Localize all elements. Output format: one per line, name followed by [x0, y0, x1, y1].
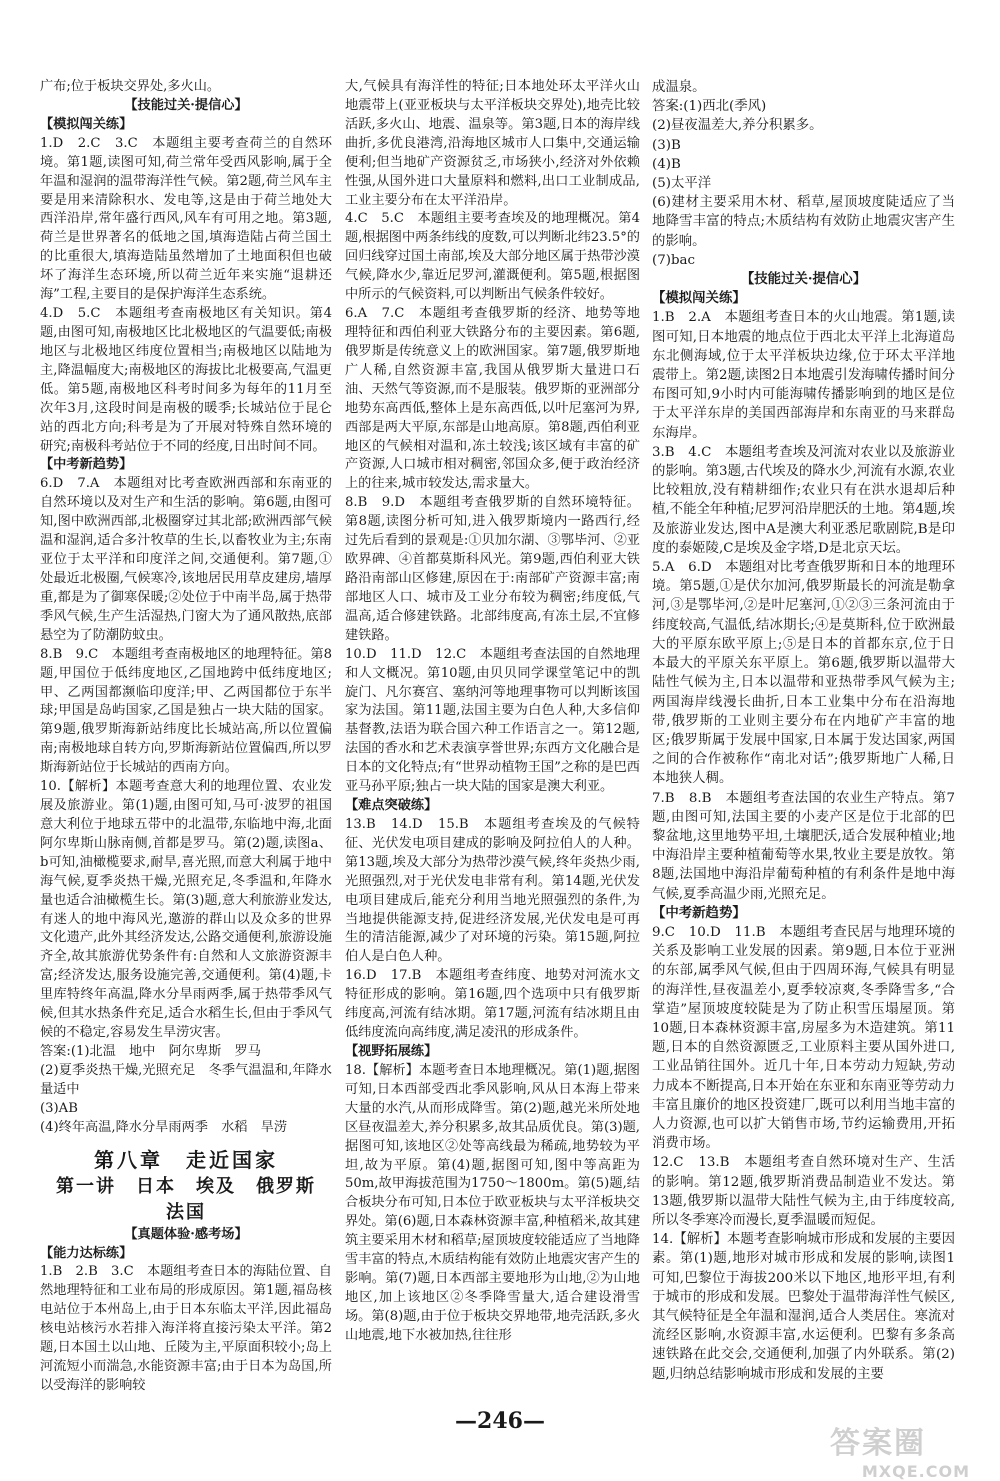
section-banner: 【技能过关·提信心】 — [124, 97, 248, 113]
paragraph: 14.【解析】本题考查影响城市形成和发展的主要因素。第(1)题,地形对城市形成和发展的影响,读图1可知,巴黎位于海拔200米以下地区,地形平坦,有利于城市的形成和发展。巴黎处于温带海洋性气候区,其气候特征是全年温和湿润,适合人类居住。寒流对流经区影响,水资源丰富,水运便利。巴黎有多条高速铁路在此交会,交通便利,加强了内外联系。第(2)题,归纳总结影响城市形成和发展的主要 — [652, 1232, 955, 1382]
section-heading: 【模拟闯关练】 — [652, 290, 746, 307]
column-right — [652, 78, 955, 1384]
paragraph: 答案:(1)北温 地中 阿尔卑斯 罗马 — [40, 1044, 261, 1060]
paragraph: (2)昼夜温差大,养分积累多。 — [652, 118, 823, 134]
paragraph: 4.C 5.C 本题组主要考查埃及的地理概况。第4题,根据图中两条纬线的度数,可以判断北纬23.5°的回归线穿过国土南部,埃及大部分地区属于热带沙漠气候,降水少,靠近尼罗河,灌溉便利。第5题,根据图中所示的气候资料,可以判断出气候条件较好。 — [345, 211, 640, 303]
paragraph: 10.【解析】本题考查意大利的地理位置、农业发展及旅游业。第(1)题,由图可知,马可·波罗的祖国意大利位于地球五带中的北温带,东临地中海,北面阿尔卑斯山脉南侧,首都是罗马。第(2)题,读图a、b可知,油橄榄要求,耐旱,喜光照,而意大利属于地中海气候,夏季炎热干燥,光照充足,冬季温和,年降水量也适合油橄榄生长。第(3)题,意大利旅游业发达,有迷人的地中海风光,邀游的群山以及众多的世界文化遗产,此外其经济发达,公路交通便利,旅游设施齐全,故其旅游优势条件有:自然和人文旅游资源丰富;经济发达,服务设施完善,交通便利。第(4)题,卡里库特终年高温,降水分旱雨两季,属于热带季风气候,但其水热条件充足,适合水稻生长,但由于季风气候的不稳定,容易发生旱涝灾害。 — [40, 779, 332, 1041]
section-heading: 【难点突破练】 — [345, 798, 438, 814]
page-number: —246— — [455, 1408, 545, 1434]
paragraph: 1.B 2.B 3.C 本题组考查日本的海陆位置、自然地理特征和工业布局的形成原因。第1题,福岛核电站位于本州岛上,由于日本东临太平洋,因此福岛核电站核污水若排入海洋将直接污染太平洋。第2题,日本国土以山地、丘陵为主,平原面积较小;岛上河流短小而湍急,水能资源丰富;由于日本为岛国,所以受海洋的影响较 — [40, 1264, 332, 1393]
paragraph: (2)夏季炎热干燥,光照充足 冬季气温温和,年降水量适中 — [40, 1062, 332, 1097]
paragraph: 18.【解析】本题考查日本地理概况。第(1)题,据图可知,日本西部受西北季风影响,风从日本海上带来大量的水汽,从而形成降雪。第(2)题,越光米所处地区昼夜温差大,养分积累多,故其品质优良。第(3)题,据图可知,该地区②处等高线最为稀疏,地势较为平坦,故为平原。第(4)题,据图可知,图中等高距为50m,故甲海拔范围为1750～1800m。第(5)题,结合板块分布可知,日本位于欧亚板块与太平洋板块交界处。第(6)题,日本森林资源丰富,种植稻米,故其建筑主要采用木材和稻草;屋顶坡度较能适应了当地降雪丰富的特点,木质结构能有效防止地震灾害产生的影响。第(7)题,日本西部主要地形为山地,②为山地地区,加上该地区②冬季降雪量大,适合建设滑雪场。第(8)题,由于位于板块交界地带,地壳活跃,多火山地震,地下水被加热,往往形 — [345, 1062, 641, 1343]
paragraph: (3)B — [652, 137, 681, 153]
paragraph: 答案:(1)西北(季风) — [652, 99, 767, 115]
watermark-logo-text: 答案圈 — [830, 1426, 926, 1461]
paragraph: (6)建材主要采用木材、稻草,屋顶坡度陡适应了当地降雪丰富的特点;木质结构有效防止地震灾害产生的影响。 — [652, 195, 955, 249]
paragraph: 6.D 7.A 本题组对比考查欧洲西部和东南亚的自然环境以及对生产和生活的影响。第6题,由图可知,图中欧洲西部,北极圈穿过其北部;欧洲西部气候温和湿润,适合多汁牧草的生长,以畜牧业为主;东南亚位于太平洋和印度洋之间,交通便利。第7题,①处最近北极圈,气候寒冷,该地居民用草皮建房,墙厚重,都是为了御寒保暖;②处位于中南半岛,属于热带季风气候,生产生活湿热,门窗大为了通风散热,底部悬空为了防潮防蚊虫。 — [40, 476, 332, 643]
paragraph: (5)太平洋 — [652, 176, 712, 192]
paragraph: 5.A 6.D 本题组对比考查俄罗斯和日本的地理环境。第5题,①是伏尔加河,俄罗斯最长的河流是勒拿河,③是鄂毕河,②是叶尼塞河,①②③三条河流由于纬度较高,气温低,结冰期长;④是莫斯科,位于欧洲最大的平原东欧平原上;⑤是日本的首都东京,位于日本最大的平原关东平原上。第6题,俄罗斯以温带大陆性气候为主,日本以温带和亚热带季风气候为主;两国海岸线漫长曲折,日本工业集中分布在沿海地带,俄罗斯的工业则主要分布在内地矿产丰富的地区;俄罗斯属于发展中国家,日本属于发达国家,两国之间的合作被称作“南北对话”;俄罗斯地广人稀,日本地狭人稠。 — [652, 560, 955, 787]
paragraph: 16.D 17.B 本题组考查纬度、地势对河流水文特征形成的影响。第16题,四个选项中只有俄罗斯纬度高,河流有结冰期。第17题,河流有结冰期且由低纬度流向高纬度,满足凌汛的形成条件。 — [345, 968, 640, 1041]
section-heading: 【视野拓展练】 — [345, 1044, 438, 1060]
paragraph: (7)bac — [652, 252, 696, 268]
paragraph: (3)AB — [40, 1100, 78, 1116]
paragraph: 6.A 7.C 本题组考查俄罗斯的经济、地势等地理特征和西伯利亚大铁路分布的主要因素。第6题,俄罗斯是传统意义上的欧洲国家。第7题,俄罗斯地广人稀,自然资源丰富,我国从俄罗斯大量进口石油、天然气等资源,而不是服装。俄罗斯的亚洲部分地势东高西低,整体上是东高西低,以叶尼塞河为界,西部是两大平原,东部是山地高原。第8题,西伯利亚地区的气候相对温和,冻土较浅;该区域有丰富的矿产资源,人口城市相对稠密,邻国众多,便于政治经济上的往来,城市较发达,需求量大。 — [345, 306, 640, 492]
section-heading: 【能力达标练】 — [40, 1245, 133, 1261]
column-left — [40, 78, 336, 1396]
section-heading: 【中考新趋势】 — [40, 457, 133, 473]
paragraph: (4)B — [652, 156, 681, 172]
paragraph: 大,气候具有海洋性的特征;日本地处环太平洋火山地震带上(亚亚板块与太平洋板块交界处),地壳比较活跃,多火山、地震、温泉等。第3题,日本的海岸线曲折,多优良港湾,沿海地区城市人口集中,交通运输便利;但当地矿产资源贫乏,市场狭小,经济对外依赖性强,从国外进口大量原料和燃料,出口工业制成品,工业主要分布在太平洋沿岸。 — [345, 79, 640, 208]
paragraph: 7.B 8.B 本题组考查法国的农业生产特点。第7题,由图可知,法国主要的小麦产区是位于北部的巴黎盆地,这里地势平坦,土壤肥沃,适合发展种植业;地中海沿岸主要种植葡萄等水果,牧业主要是放牧。第8题,法国地中海沿岸葡萄种植的有利条件是地中海气候,夏季高温少雨,光照充足。 — [652, 790, 955, 902]
section-banner: 【真题体验·感考场】 — [124, 1226, 248, 1242]
paragraph: 广布;位于板块交界处,多火山。 — [40, 79, 221, 94]
paragraph: (4)终年高温,降水分旱雨两季 水稻 旱涝 — [40, 1119, 288, 1135]
paragraph: 8.B 9.C 本题组考查南极地区的地理特征。第8题,甲国位于低纬度地区,乙国地跨中低纬度地区;甲、乙两国都濒临印度洋;甲、乙两国都位于东半球;甲国是岛屿国家,乙国是独占一块大陆的国家。第9题,俄罗斯海新站纬度比长城站高,所以位置偏南;南极地球自转方向,罗斯海新站位置偏西,所以罗斯海新站位于长城站的西南方向。 — [40, 646, 332, 776]
paragraph: 1.B 2.A 本题组考查日本的火山地震。第1题,读图可知,日本地震的地点位于西北太平洋上北海道岛东北侧海域,位于太平洋板块边缘,位于环太平洋地震带上。第2题,读图2日本地震引发海啸传播时间分布图可知,9小时内可能海啸传播影响到的地区是位于太平洋东岸的美国西部海岸和东南亚的马来群岛东海岸。 — [652, 310, 955, 441]
watermark-url: MXQE.COM — [861, 1462, 970, 1481]
section-heading: 【模拟闯关练】 — [40, 116, 133, 132]
lesson-title: 第一讲 日本 埃及 俄罗斯 法国 — [56, 1175, 336, 1223]
paragraph: 4.D 5.C 本题组考查南极地区有关知识。第4题,由图可知,南极地区比北极地区的气温要低;南极地区与北极地区纬度位置相当;南极地区以陆地为主,降温幅度大;南极地区的海拔比北极要高,气温更低。第5题,南极地区科考时间多为每年的11月至次年3月,这段时间是南极的暖季;长城站位于昆仑站的西北方向;科考是为了开展对特殊自然环境的研究;南极科考站位于不同的经度,日出时间不同。 — [40, 306, 332, 454]
section-banner: 【技能过关·提信心】 — [740, 271, 867, 288]
chapter-title: 第八章 走近国家 — [94, 1147, 278, 1172]
paragraph: 10.D 11.D 12.C 本题组考查法国的自然地理和人文概况。第10题,由贝贝同学课堂笔记中的凯旋门、凡尔赛宫、塞纳河等地理事物可以判断该国家为法国。第11题,法国主要为白色人种,大多信仰基督教,法语为联合国六种工作语言之一。第12题,法国的香水和艺术表演享誉世界;东西方文化融合是日本的文化特点;有“世界动植物王国”之称的是巴西亚马孙平原;独占一块大陆的国家是澳大利亚。 — [345, 646, 640, 795]
paragraph: 1.D 2.C 3.C 本题组主要考查荷兰的自然环境。第1题,读图可知,荷兰常年受西风影响,属于全年温和湿润的温带海洋性气候。第2题,荷兰风车主要是用来清除积水、发电等,这是由于荷兰地处大西洋沿岸,常年盛行西风,风车有可用之地。第3题,荷兰是世界著名的低地之国,填海造陆占荷兰国土的比重很大,填海造陆虽然增加了土地面积但也破坏了海洋生态环境,所以荷兰近年来实施“退耕还海”工程,主要目的是保护海洋生态系统。 — [40, 135, 332, 303]
paragraph: 3.B 4.C 本题组考查埃及河流对农业以及旅游业的影响。第3题,古代埃及的降水少,河流有水源,农业比较粗放,没有精耕细作;农业只有在洪水退却后种植,不能全年种植;尼罗河沿岸肥沃的土地。第4题,埃及旅游业发达,图中A是澳大利亚悉尼歌剧院,B是印度的泰姬陵,C是埃及金字塔,D是北京天坛。 — [652, 444, 955, 556]
watermark-logo — [830, 1418, 970, 1481]
paragraph: 8.B 9.D 本题组考查俄罗斯的自然环境特征。第8题,读图分析可知,进入俄罗斯境内一路西行,经过先后看到的景观是:①贝加尔湖、③鄂毕河、②亚欧界碑、④首都莫斯科风光。第9题,西伯利亚大铁路沿南部山区修建,原因在于:南部矿产资源丰富;南部地区人口、城市及工业分布较为稠密;纬度低,气温高,适合修建铁路。北部纬度高,有冻土层,不宜修建铁路。 — [345, 495, 640, 643]
paragraph: 9.C 10.D 11.B 本题组考查民居与地理环境的关系及影响工业发展的因素。第9题,日本位于亚洲的东部,属季风气候,但由于四周环海,气候具有明显的海洋性,昼夜温差小,夏季较凉爽,冬季降雪多,“合掌造”屋顶坡度较陡是为了防止积雪压塌屋顶。第10题,日本森林资源丰富,房屋多为木造建筑。第11题,日本的自然资源匮乏,工业原料主要从国外进口,工业品销往国外。近几十年,日本劳动力短缺,劳动力成本不断提高,日本开始在东亚和东南亚等劳动力丰富且廉价的地区投资建厂,既可以利用当地丰富的人力资源,也可以扩大销售市场,节约运输费用,开拓消费市场。 — [652, 924, 955, 1152]
paragraph: 成温泉。 — [652, 80, 706, 95]
section-heading: 【中考新趋势】 — [652, 904, 746, 921]
paragraph: 13.B 14.D 15.B 本题组考查埃及的气候特征、光伏发电项目建成的影响及阿拉伯人的人种。第13题,埃及大部分为热带沙漠气候,终年炎热少雨,光照强烈,对于光伏发电非常有利。第14题,光伏发电项目建成后,能充分利用当地光照强烈的条件,为当地提供能源支持,促进经济发展,光伏发电是可再生的清洁能源,减少了对环境的污染。第15题,阿拉伯人是白色人种。 — [345, 816, 640, 965]
paragraph: 12.C 13.B 本题组考查自然环境对生产、生活的影响。第12题,俄罗斯消费品制造业不发达。第13题,俄罗斯以温带大陆性气候为主,由于纬度较高,所以冬季寒冷而漫长,夏季温暖而短促。 — [652, 1155, 955, 1228]
column-middle — [345, 78, 640, 1346]
